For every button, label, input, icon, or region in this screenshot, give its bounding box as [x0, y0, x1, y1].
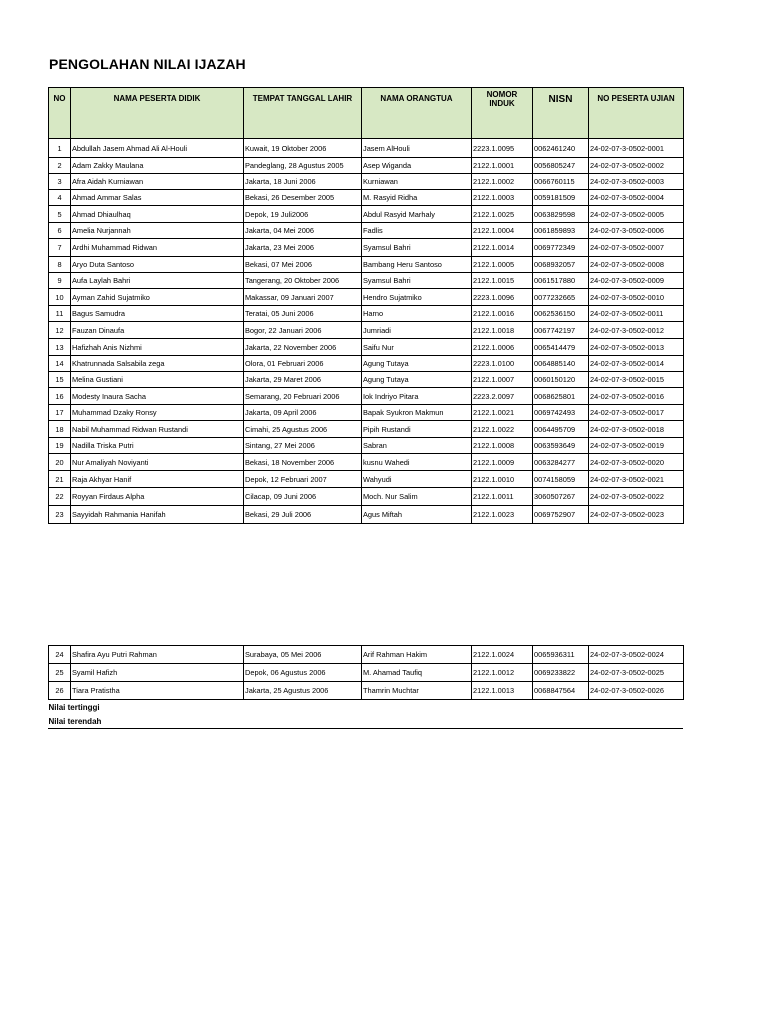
cell-no: 7 [49, 239, 71, 257]
table-row [49, 454, 684, 471]
cell-ortu: Agus Miftah [362, 506, 472, 524]
header-nama: NAMA PESERTA DIDIK [71, 88, 244, 139]
cell-ttl: Depok, 19 Juli2006 [244, 206, 362, 223]
cell-nisn: 0063593649 [533, 438, 589, 454]
cell-induk: 2122.1.0002 [472, 174, 533, 190]
cell-nama: Ahmad Ammar Salas [71, 190, 244, 206]
cell-induk: 2223.1.0095 [472, 139, 533, 158]
cell-nama: Shafira Ayu Putri Rahman [71, 646, 244, 664]
cell-ortu: M. Ahamad Taufiq [362, 664, 472, 682]
table-row [49, 322, 684, 339]
cell-induk: 2122.1.0004 [472, 223, 533, 239]
cell-ortu: Asep Wiganda [362, 158, 472, 174]
cell-ujian: 24-02-07-3-0502-0004 [589, 190, 684, 206]
cell-ortu: Agung Tutaya [362, 356, 472, 372]
cell-ttl: Teratai, 05 Juni 2006 [244, 306, 362, 322]
cell-ttl: Jakarta, 09 April 2006 [244, 405, 362, 421]
grades-table [48, 87, 684, 524]
cell-ujian: 24-02-07-3-0502-0017 [589, 405, 684, 421]
cell-nama: Abdullah Jasem Ahmad Ali Al-Houli [71, 139, 244, 158]
cell-nisn: 0067742197 [533, 322, 589, 339]
cell-ttl: Olora, 01 Februari 2006 [244, 356, 362, 372]
cell-nama: Tiara Pratistha [71, 682, 244, 700]
cell-nama: Amelia Nurjannah [71, 223, 244, 239]
cell-ttl: Cimahi, 25 Agustus 2006 [244, 421, 362, 438]
cell-nama: Raja Akhyar Hanif [71, 471, 244, 488]
cell-ortu: Thamrin Muchtar [362, 682, 472, 700]
page-title: PENGOLAHAN NILAI IJAZAH [49, 56, 246, 72]
cell-nisn: 0068932057 [533, 257, 589, 273]
cell-no: 4 [49, 190, 71, 206]
header-ujian: NO PESERTA UJIAN [589, 88, 684, 139]
cell-nama: Bagus Samudra [71, 306, 244, 322]
table-row [49, 421, 684, 438]
cell-ortu: Abdul Rasyid Marhaly [362, 206, 472, 223]
cell-ttl: Jakarta, 22 November 2006 [244, 339, 362, 356]
cell-ujian: 24-02-07-3-0502-0018 [589, 421, 684, 438]
cell-induk: 2122.1.0014 [472, 239, 533, 257]
cell-nisn: 0064495709 [533, 421, 589, 438]
table-row [49, 239, 684, 257]
cell-nisn: 0056805247 [533, 158, 589, 174]
table-row [49, 506, 684, 524]
cell-ujian: 24-02-07-3-0502-0010 [589, 289, 684, 306]
cell-ortu: Jasem AlHouli [362, 139, 472, 158]
footer-min-row [49, 714, 684, 728]
cell-ortu: Pipih Rustandi [362, 421, 472, 438]
table-row [49, 471, 684, 488]
table-row [49, 356, 684, 372]
cell-ortu: Jumriadi [362, 322, 472, 339]
cell-ujian: 24-02-07-3-0502-0019 [589, 438, 684, 454]
cell-nisn: 0069752907 [533, 506, 589, 524]
footer-divider [48, 728, 683, 729]
cell-no: 14 [49, 356, 71, 372]
cell-ttl: Jakarta, 23 Mei 2006 [244, 239, 362, 257]
cell-ttl: Bogor, 22 Januari 2006 [244, 322, 362, 339]
cell-ortu: Harno [362, 306, 472, 322]
cell-nisn: 0068847564 [533, 682, 589, 700]
table-row [49, 646, 684, 664]
cell-nisn: 0059181509 [533, 190, 589, 206]
table-row [49, 438, 684, 454]
cell-no: 13 [49, 339, 71, 356]
cell-ortu: Wahyudi [362, 471, 472, 488]
cell-induk: 2122.1.0015 [472, 273, 533, 289]
cell-nisn: 0068625801 [533, 388, 589, 405]
cell-induk: 2223.1.0096 [472, 289, 533, 306]
header-induk-line2: INDUK [489, 99, 515, 108]
cell-ujian: 24-02-07-3-0502-0003 [589, 174, 684, 190]
cell-ttl: Jakarta, 04 Mei 2006 [244, 223, 362, 239]
table-row [49, 372, 684, 388]
table-row [49, 405, 684, 421]
cell-no: 11 [49, 306, 71, 322]
cell-ujian: 24-02-07-3-0502-0014 [589, 356, 684, 372]
cell-induk: 2122.1.0022 [472, 421, 533, 438]
cell-ujian: 24-02-07-3-0502-0007 [589, 239, 684, 257]
cell-nisn: 0077232665 [533, 289, 589, 306]
table-row [49, 339, 684, 356]
cell-no: 12 [49, 322, 71, 339]
cell-ttl: Bekasi, 29 Juli 2006 [244, 506, 362, 524]
cell-ttl: Kuwait, 19 Oktober 2006 [244, 139, 362, 158]
cell-ortu: Hendro Sujatmiko [362, 289, 472, 306]
cell-ortu: Fadlis [362, 223, 472, 239]
cell-ortu: Bambang Heru Santoso [362, 257, 472, 273]
cell-no: 19 [49, 438, 71, 454]
table-row [49, 682, 684, 700]
cell-ttl: Makassar, 09 Januari 2007 [244, 289, 362, 306]
cell-ttl: Semarang, 20 Februari 2006 [244, 388, 362, 405]
cell-nama: Hafizhah Anis Nizhmi [71, 339, 244, 356]
footer-max-row [49, 700, 684, 715]
cell-nisn: 0064885140 [533, 356, 589, 372]
cell-nama: Muhammad Dzaky Ronsy [71, 405, 244, 421]
table-row [49, 158, 684, 174]
cell-induk: 2122.1.0001 [472, 158, 533, 174]
cell-ttl: Depok, 12 Februari 2007 [244, 471, 362, 488]
cell-nama: Syamil Hafizh [71, 664, 244, 682]
cell-ujian: 24-02-07-3-0502-0006 [589, 223, 684, 239]
cell-ortu: Moch. Nur Salim [362, 488, 472, 506]
cell-ujian: 24-02-07-3-0502-0005 [589, 206, 684, 223]
cell-ujian: 24-02-07-3-0502-0002 [589, 158, 684, 174]
cell-induk: 2223.2.0097 [472, 388, 533, 405]
cell-nama: Ahmad Dhiaulhaq [71, 206, 244, 223]
cell-ttl: Tangerang, 20 Oktober 2006 [244, 273, 362, 289]
header-nisn: NISN [533, 88, 589, 139]
table-row [49, 190, 684, 206]
cell-ujian: 24-02-07-3-0502-0021 [589, 471, 684, 488]
cell-ujian: 24-02-07-3-0502-0022 [589, 488, 684, 506]
cell-ortu: Saifu Nur [362, 339, 472, 356]
cell-nisn: 0069772349 [533, 239, 589, 257]
cell-no: 3 [49, 174, 71, 190]
cell-nama: Nur Amaliyah Noviyanti [71, 454, 244, 471]
cell-no: 10 [49, 289, 71, 306]
cell-ortu: Arif Rahman Hakim [362, 646, 472, 664]
cell-ttl: Pandeglang, 28 Agustus 2005 [244, 158, 362, 174]
cell-ujian: 24-02-07-3-0502-0001 [589, 139, 684, 158]
cell-induk: 2122.1.0005 [472, 257, 533, 273]
cell-ortu: Iok Indriyo Pitara [362, 388, 472, 405]
cell-nama: Sayyidah Rahmania Hanifah [71, 506, 244, 524]
cell-ujian: 24-02-07-3-0502-0024 [589, 646, 684, 664]
cell-ujian: 24-02-07-3-0502-0008 [589, 257, 684, 273]
cell-ujian: 24-02-07-3-0502-0015 [589, 372, 684, 388]
cell-nisn: 0062461240 [533, 139, 589, 158]
cell-no: 18 [49, 421, 71, 438]
cell-ortu: Syamsul Bahri [362, 273, 472, 289]
cell-nisn: 0069742493 [533, 405, 589, 421]
cell-ortu: Syamsul Bahri [362, 239, 472, 257]
cell-ujian: 24-02-07-3-0502-0011 [589, 306, 684, 322]
cell-ttl: Jakarta, 25 Agustus 2006 [244, 682, 362, 700]
cell-ujian: 24-02-07-3-0502-0012 [589, 322, 684, 339]
cell-ttl: Bekasi, 18 November 2006 [244, 454, 362, 471]
cell-no: 20 [49, 454, 71, 471]
cell-ortu: kusnu Wahedi [362, 454, 472, 471]
cell-induk: 2122.1.0016 [472, 306, 533, 322]
table-row [49, 223, 684, 239]
cell-no: 17 [49, 405, 71, 421]
cell-nama: Royyan Firdaus Alpha [71, 488, 244, 506]
cell-ortu: Bapak Syukron Makmun [362, 405, 472, 421]
cell-ortu: Agung Tutaya [362, 372, 472, 388]
cell-no: 6 [49, 223, 71, 239]
cell-ortu: Sabran [362, 438, 472, 454]
cell-ujian: 24-02-07-3-0502-0026 [589, 682, 684, 700]
cell-induk: 2122.1.0003 [472, 190, 533, 206]
cell-induk: 2122.1.0025 [472, 206, 533, 223]
table-row [49, 388, 684, 405]
cell-nisn: 0063829598 [533, 206, 589, 223]
cell-nama: Nabil Muhammad Ridwan Rustandi [71, 421, 244, 438]
cell-induk: 2122.1.0024 [472, 646, 533, 664]
table-row [49, 488, 684, 506]
table-row [49, 306, 684, 322]
cell-induk: 2122.1.0012 [472, 664, 533, 682]
cell-nama: Khatrunnada Salsabila zega [71, 356, 244, 372]
table-row [49, 289, 684, 306]
cell-ujian: 24-02-07-3-0502-0023 [589, 506, 684, 524]
cell-ortu: Kurniawan [362, 174, 472, 190]
cell-ttl: Jakarta, 18 Juni 2006 [244, 174, 362, 190]
cell-ujian: 24-02-07-3-0502-0016 [589, 388, 684, 405]
footer-min-label: Nilai terendah [48, 716, 102, 726]
table-row [49, 664, 684, 682]
grades-table-continued [48, 645, 684, 728]
cell-no: 21 [49, 471, 71, 488]
table-row [49, 206, 684, 223]
header-ortu: NAMA ORANGTUA [362, 88, 472, 139]
cell-nama: Melina Gustiani [71, 372, 244, 388]
cell-no: 23 [49, 506, 71, 524]
cell-no: 22 [49, 488, 71, 506]
cell-nama: Ayman Zahid Sujatmiko [71, 289, 244, 306]
cell-ttl: Bekasi, 26 Desember 2005 [244, 190, 362, 206]
cell-nisn: 0066760115 [533, 174, 589, 190]
table-row [49, 139, 684, 158]
cell-nisn: 3060507267 [533, 488, 589, 506]
cell-nisn: 0069233822 [533, 664, 589, 682]
cell-ttl: Surabaya, 05 Mei 2006 [244, 646, 362, 664]
cell-nisn: 0074158059 [533, 471, 589, 488]
cell-nama: Adam Zakky Maulana [71, 158, 244, 174]
cell-ujian: 24-02-07-3-0502-0020 [589, 454, 684, 471]
cell-ujian: 24-02-07-3-0502-0013 [589, 339, 684, 356]
footer-max-label: Nilai tertinggi [48, 702, 100, 712]
cell-induk: 2122.1.0009 [472, 454, 533, 471]
cell-no: 8 [49, 257, 71, 273]
cell-induk: 2122.1.0013 [472, 682, 533, 700]
header-no: NO [49, 88, 71, 139]
cell-no: 25 [49, 664, 71, 682]
table-row [49, 174, 684, 190]
header-row [49, 88, 684, 139]
cell-no: 5 [49, 206, 71, 223]
cell-ujian: 24-02-07-3-0502-0025 [589, 664, 684, 682]
cell-no: 2 [49, 158, 71, 174]
cell-induk: 2122.1.0011 [472, 488, 533, 506]
cell-induk: 2122.1.0021 [472, 405, 533, 421]
cell-nisn: 0061859893 [533, 223, 589, 239]
cell-nama: Nadilla Triska Putri [71, 438, 244, 454]
cell-ttl: Cilacap, 09 Juni 2006 [244, 488, 362, 506]
cell-induk: 2122.1.0023 [472, 506, 533, 524]
cell-induk: 2122.1.0008 [472, 438, 533, 454]
cell-ttl: Sintang, 27 Mei 2006 [244, 438, 362, 454]
cell-nama: Aryo Duta Santoso [71, 257, 244, 273]
cell-nisn: 0060150120 [533, 372, 589, 388]
cell-nama: Afra Aidah Kurniawan [71, 174, 244, 190]
cell-ujian: 24-02-07-3-0502-0009 [589, 273, 684, 289]
cell-nisn: 0063284277 [533, 454, 589, 471]
cell-induk: 2122.1.0006 [472, 339, 533, 356]
cell-ttl: Jakarta, 29 Maret 2006 [244, 372, 362, 388]
table-row [49, 273, 684, 289]
cell-nisn: 0062536150 [533, 306, 589, 322]
cell-no: 1 [49, 139, 71, 158]
header-induk-line1: NOMOR [486, 90, 518, 99]
table-row [49, 257, 684, 273]
cell-no: 26 [49, 682, 71, 700]
cell-nisn: 0065936311 [533, 646, 589, 664]
cell-no: 16 [49, 388, 71, 405]
cell-induk: 2122.1.0007 [472, 372, 533, 388]
cell-induk: 2122.1.0018 [472, 322, 533, 339]
cell-no: 9 [49, 273, 71, 289]
header-ttl: TEMPAT TANGGAL LAHIR [244, 88, 362, 139]
cell-induk: 2223.1.0100 [472, 356, 533, 372]
cell-nama: Modesty Inaura Sacha [71, 388, 244, 405]
cell-ttl: Depok, 06 Agustus 2006 [244, 664, 362, 682]
cell-induk: 2122.1.0010 [472, 471, 533, 488]
cell-nama: Ardhi Muhammad Ridwan [71, 239, 244, 257]
header-induk [472, 88, 533, 139]
cell-nama: Aufa Laylah Bahri [71, 273, 244, 289]
cell-ttl: Bekasi, 07 Mei 2006 [244, 257, 362, 273]
cell-no: 15 [49, 372, 71, 388]
cell-nisn: 0065414479 [533, 339, 589, 356]
cell-nama: Fauzan Dinaufa [71, 322, 244, 339]
cell-no: 24 [49, 646, 71, 664]
cell-ortu: M. Rasyid Ridha [362, 190, 472, 206]
cell-nisn: 0061517880 [533, 273, 589, 289]
